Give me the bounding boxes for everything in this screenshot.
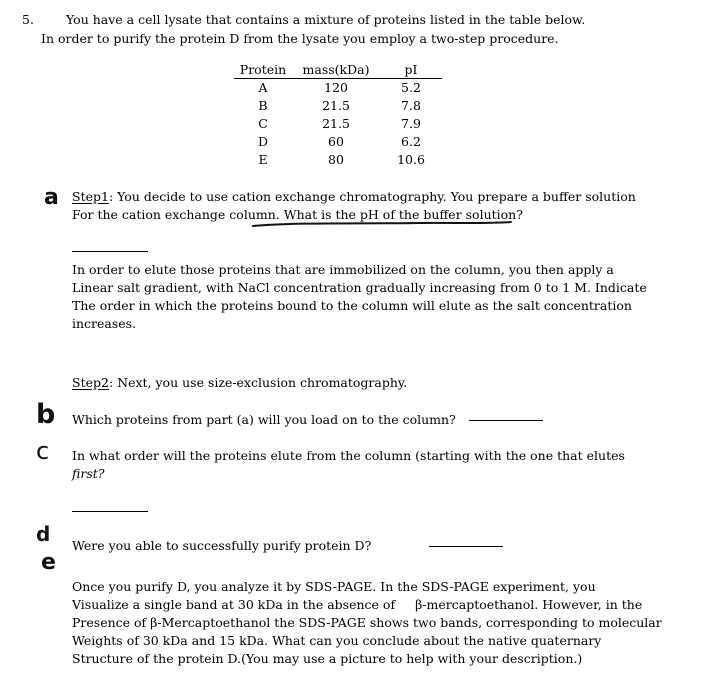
elution-line: In order to elute those proteins that are immobilized on the column, you then apply a (72, 262, 614, 277)
part-a-line-2-start: For the cation exchange column. (72, 207, 284, 222)
table-cell: 21.5 (322, 116, 350, 131)
part-e-line: Once you purify D, you analyze it by SDS-PAGE. In the SDS-PAGE experiment, you (72, 579, 596, 594)
table-cell: 10.6 (397, 152, 425, 167)
table-cell: 5.2 (401, 80, 421, 95)
part-e-line-2-end: β-mercaptoethanol. However, in the (415, 597, 643, 612)
step2-label: Step2 (72, 375, 109, 390)
table-cell: 60 (328, 134, 344, 149)
part-e-line: Structure of the protein D.(You may use a picture to help with your description.) (72, 651, 583, 666)
step1-label: Step1 (72, 189, 109, 204)
part-c-line-1: In what order will the proteins elute from the column (starting with the one that elutes (72, 448, 625, 463)
part-d-question: Were you able to successfully purify protein D? (72, 538, 372, 553)
table-cell: 120 (324, 80, 348, 95)
part-e-line: Presence of β-Mercaptoethanol the SDS-PAGE shows two bands, corresponding to molecular (72, 615, 662, 630)
step2-text: : Next, you use size-exclusion chromatography. (108, 375, 408, 390)
table-cell: 7.9 (401, 116, 421, 131)
handwritten-letter-a: a (44, 185, 59, 210)
handwritten-letter-c: c (36, 437, 50, 465)
table-cell: D (257, 134, 269, 149)
table-cell: A (258, 80, 268, 95)
table-cell: B (258, 98, 268, 113)
part-c-line-2: first? (72, 466, 105, 481)
step1-text: : You decide to use cation exchange chromatography. You prepare a buffer solution (108, 189, 636, 204)
handwritten-letter-e: e (41, 550, 56, 575)
table-cell: 6.2 (401, 134, 421, 149)
elution-line: The order in which the proteins bound to the column will elute as the salt concentration (72, 298, 632, 313)
header-pi: pI (380, 62, 442, 79)
ph-question: What is the pH of the buffer solution? (283, 207, 523, 222)
table-cell: 7.8 (401, 98, 421, 113)
table-cell: C (258, 116, 268, 131)
part-b-question: Which proteins from part (a) will you load on to the column? (72, 412, 456, 427)
handwritten-letter-d: d (36, 522, 51, 546)
part-e-line-2-start: Visualize a single band at 30 kDa in the absence of (72, 597, 396, 612)
header-mass: mass(kDa) (292, 62, 380, 79)
header-protein: Protein (234, 62, 292, 79)
elution-line: increases. (72, 316, 137, 331)
handwritten-letter-b: b (36, 399, 56, 430)
elution-line: Linear salt gradient, with NaCl concentration gradually increasing from 0 to 1 M. Indicate (72, 280, 647, 295)
intro-line-1: You have a cell lysate that contains a mixture of proteins listed in the table below. (66, 12, 586, 27)
handwritten-underline (253, 222, 511, 226)
table-cell: 80 (328, 152, 344, 167)
intro-line-2: In order to purify the protein D from the lysate you employ a two-step procedure. (41, 31, 559, 46)
question-number: 5. (22, 12, 34, 27)
table-cell: E (258, 152, 268, 167)
table-cell: 21.5 (322, 98, 350, 113)
part-e-line: Weights of 30 kDa and 15 kDa. What can you conclude about the native quaternary (72, 633, 602, 648)
